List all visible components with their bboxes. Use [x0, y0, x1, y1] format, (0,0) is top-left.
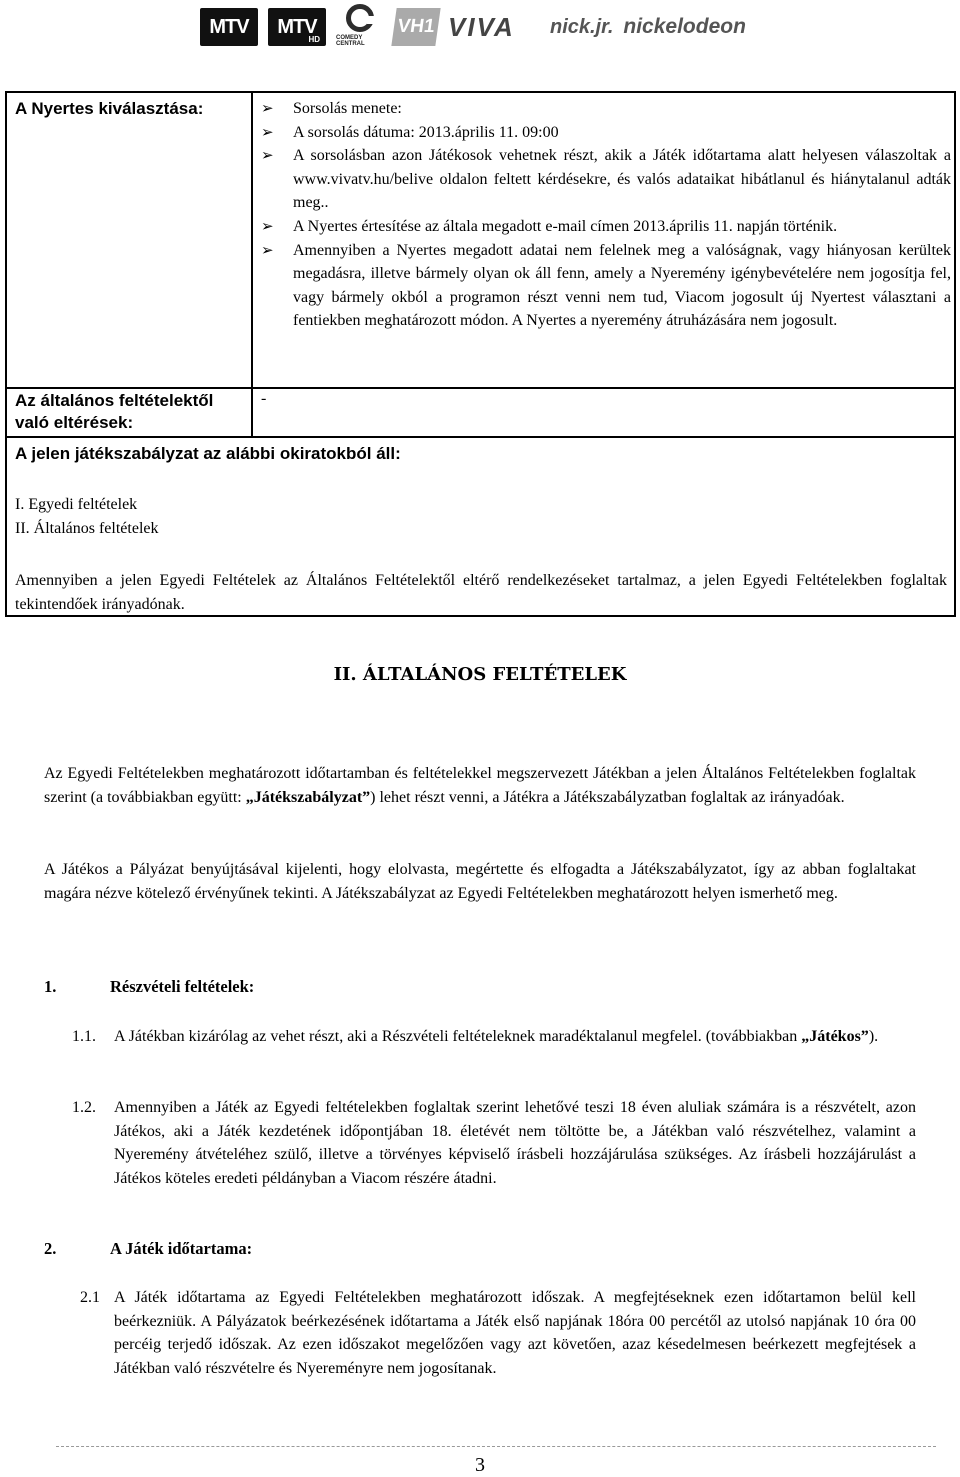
viva-logo: VIVA	[448, 11, 515, 42]
list-item: ➢ Sorsolás menete:	[261, 97, 951, 121]
section-heading: 2. A Játék időtartama:	[44, 1239, 253, 1258]
deviations-value: -	[261, 390, 267, 407]
mtv-hd-logo: MTV HD	[268, 8, 326, 46]
arrow-bullet-icon: ➢	[261, 146, 274, 165]
list-item: II. Általános feltételek	[15, 519, 159, 537]
nickelodeon-logo: nickelodeon	[623, 15, 746, 38]
documents-list	[15, 493, 159, 540]
documents-label: A jelen játékszabályzat az alábbi okiratokból áll:	[15, 444, 401, 463]
mtv-logo: MTV	[200, 8, 258, 46]
footer-divider	[56, 1446, 936, 1447]
arrow-bullet-icon: ➢	[261, 99, 274, 117]
page-number: 3	[475, 1454, 485, 1476]
winner-selection-list	[261, 97, 951, 333]
terms-table	[5, 91, 956, 617]
table-divider	[7, 387, 954, 389]
list-item: ➢ A sorsolás dátuma: 2013.április 11. 09:00	[261, 121, 951, 145]
list-item: I. Egyedi feltételek	[15, 496, 138, 513]
list-item: ➢ Amennyiben a Nyertes megadott adatai nem felelnek meg a valóságnak, vagy hiányosan kerültek megadásra, illetve bármely olyan ok áll fenn, amely a Nyeremény igénybevételére nem jogosítja fel, vagy bármely okból a programon részt venni nem tud, Viacom jogosult új Nyertest választani a fentiekben meghatározott módon. A Nyertes a nyeremény átruházására nem jogosult.	[261, 239, 951, 333]
precedence-note: Amennyiben a jelen Egyedi Feltételek az Általános Feltételektől eltérő rendelkezéseket tartalmaz, a jelen Egyedi Feltételekben foglaltak tekintendőek irányadónak.	[15, 572, 947, 613]
nick-jr-logo: nick.jr.	[550, 15, 614, 38]
vh1-logo: VH1	[391, 8, 440, 46]
arrow-bullet-icon: ➢	[261, 122, 274, 141]
list-item: ➢ A sorsolásban azon Játékosok vehetnek részt, akik a Játék időtartama alatt helyesen válaszoltak a www.vivatv.hu/belive oldalon feltett kérdésekre, és valós adataikat hibátlanul és hiánytalanul adták meg..	[261, 144, 951, 215]
comedy-central-logo: COMEDY CENTRAL	[336, 4, 384, 50]
arrow-bullet-icon: ➢	[261, 240, 274, 259]
winner-selection-label: A Nyertes kiválasztása:	[15, 99, 204, 118]
list-item: 2.1 A Játék időtartama az Egyedi Feltételekben meghatározott időszak. A megfejtéseknek ezen időtartamon belül kell beérkezniük. A Pályázatok beérkezésének időtartama a Játék első napjának 18óra 00 percétől az utolsó napjának 10 óra 00 percéig terjedő időszak. Az ezen időszakot megelőzően vagy azt követően, azaz késedelmesen beérkezett megfejtések a Játékban való részvételre és Nyereményre nem jogosítanak.	[80, 1289, 916, 1377]
general-paragraph-1: Az Egyedi Feltételekben meghatározott időtartamban és feltételekkel megszervezett Játékban a jelen Általános Feltételekben foglaltak szerint (a továbbiakban együtt: „Játékszabályzat”) lehet részt venni, a Játékra a Játékszabályzatban foglaltak az irányadóak.	[44, 765, 916, 806]
arrow-bullet-icon: ➢	[261, 216, 274, 235]
list-item: ➢ A Nyertes értesítése az általa megadott e-mail címen 2013.április 11. napján történik.	[261, 215, 951, 239]
general-paragraph-2: A Játékos a Pályázat benyújtásával kijelenti, hogy elolvasta, megértette és elfogadta a Játékszabályzatot, így az abban foglaltakat magára nézve kötelező érvényűnek tekinti. A Játékszabályzat az Egyedi Feltételekben meghatározott helyen ismerhető meg.	[44, 861, 916, 902]
deviations-label: Az általános feltételektől való eltérések:	[15, 391, 214, 432]
list-item: 1.2. Amennyiben a Játék az Egyedi feltételekben foglaltak szerint lehetővé teszi 18 éven aluliak számára is a részvételt, azon Játékos, aki a Játék kezdetének időpontjában 18. életévét nem töltötte be, a Játékban való részvételhez, valamint a Nyeremény átvételéhez szülő, illetve a törvényes képviselő írásbeli hozzájárulása szükséges. Az írásbeli hozzájárulást a Játékos köteles eredeti példányban a Viacom részére átadni.	[72, 1099, 916, 1187]
logo-strip	[200, 4, 746, 50]
table-divider	[7, 436, 954, 438]
section-title: II. ÁLTALÁNOS FELTÉTELEK	[333, 664, 627, 685]
list-item: 1.1. A Játékban kizárólag az vehet részt, aki a Részvételi feltételeknek maradéktalanul megfelel. (továbbiakban „Játékos”).	[72, 1028, 879, 1045]
section-heading: 1. Részvételi feltételek:	[44, 977, 255, 996]
